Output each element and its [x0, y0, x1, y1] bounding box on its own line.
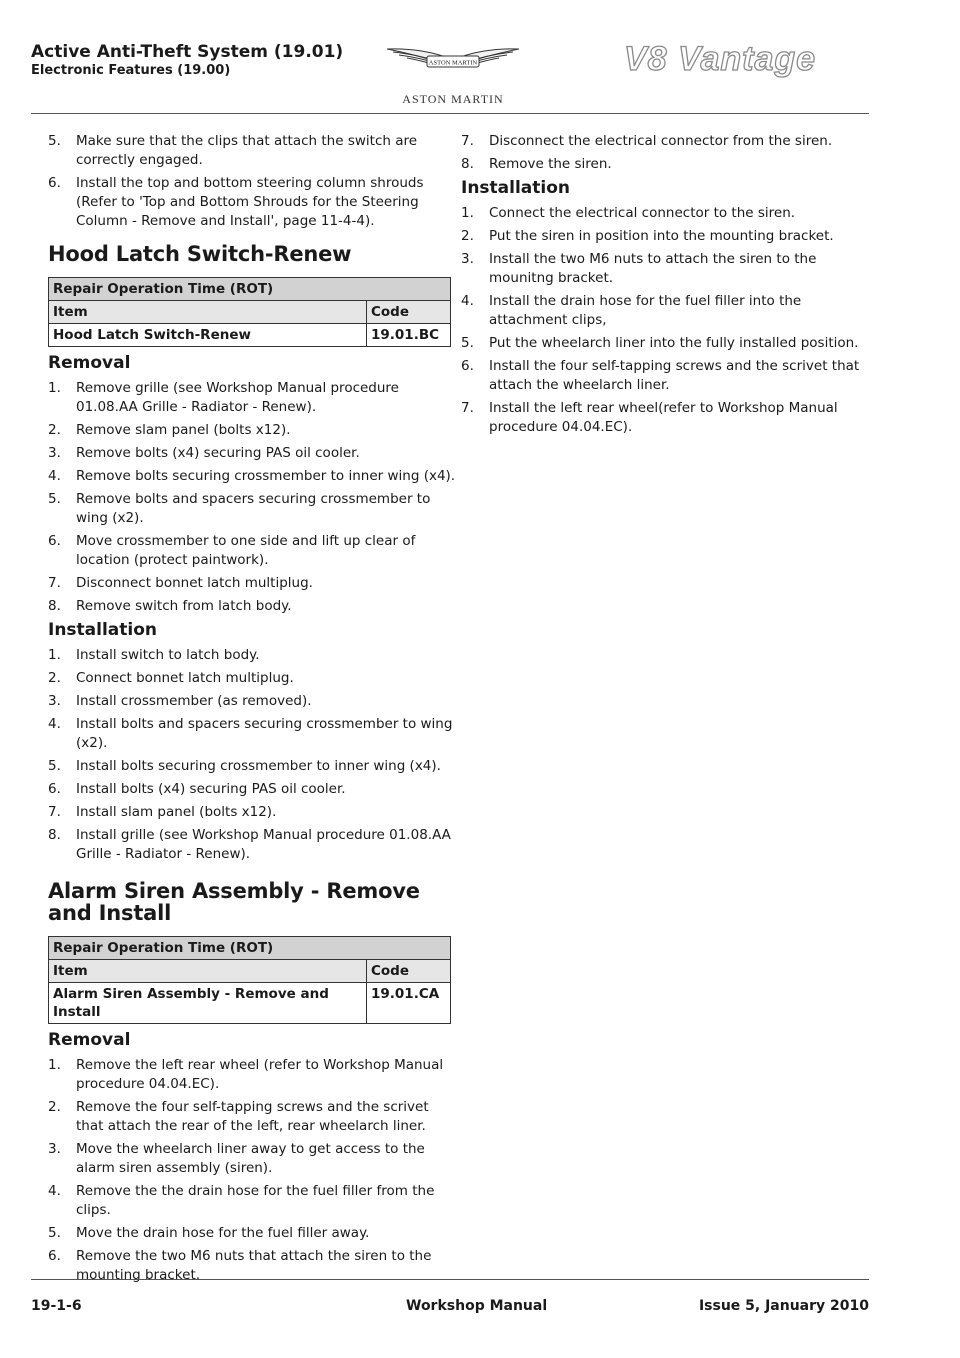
intro-steps	[48, 132, 458, 231]
hood-rot-table	[48, 277, 451, 347]
hood-removal-heading: Removal	[48, 353, 131, 373]
aston-martin-wings-logo	[383, 40, 523, 80]
header-divider	[31, 113, 869, 114]
list-item: 8. Remove the siren.	[461, 156, 612, 172]
list-item: 1. Remove the left rear wheel (refer to Workshop Manual procedure 04.04.EC).	[48, 1057, 444, 1092]
chapter-subtitle: Electronic Features (19.00)	[31, 63, 231, 78]
list-item: 1. Remove grille (see Workshop Manual procedure 01.08.AA Grille - Radiator - Renew).	[48, 380, 399, 415]
list-item: 4. Remove bolts securing crossmember to inner wing (x4).	[48, 468, 456, 484]
list-item: 6. Install bolts (x4) securing PAS oil cooler.	[48, 781, 346, 797]
rot-header: Repair Operation Time (ROT)	[49, 937, 451, 960]
issue-date: Issue 5, January 2010	[698, 1298, 869, 1314]
footer-divider	[31, 1279, 869, 1280]
list-item: 2. Remove slam panel (bolts x12).	[48, 422, 291, 438]
list-item: 4. Remove the the drain hose for the fuel filler from the clips.	[48, 1183, 435, 1218]
list-item: 3. Install the two M6 nuts to attach the siren to the mounitng bracket.	[461, 251, 817, 286]
hood-removal-steps	[48, 379, 458, 616]
list-item: 2. Put the siren in position into the mounting bracket.	[461, 228, 834, 244]
right-column	[461, 132, 873, 441]
manual-name: Workshop Manual	[406, 1298, 548, 1314]
list-item: 4. Install the drain hose for the fuel filler into the attachment clips,	[461, 293, 802, 328]
siren-rot-table	[48, 936, 451, 1024]
siren-removal-heading: Removal	[48, 1030, 131, 1050]
list-item: 8. Install grille (see Workshop Manual procedure 01.08.AA Grille - Radiator - Renew).	[48, 827, 451, 862]
col-item: Item	[49, 301, 367, 324]
list-item: 8. Remove switch from latch body.	[48, 598, 292, 614]
rot-code: 19.01.CA	[367, 983, 451, 1024]
list-item: 6. Install the four self-tapping screws and the scrivet that attach the wheelarch liner.	[461, 358, 860, 393]
list-item: 7. Disconnect the electrical connector from the siren.	[461, 133, 833, 149]
list-item: 6. Remove the two M6 nuts that attach the siren to the mounting bracket.	[48, 1248, 432, 1283]
rot-code: 19.01.BC	[367, 324, 451, 347]
col-item: Item	[49, 960, 367, 983]
siren-installation-steps	[461, 204, 873, 437]
col-code: Code	[367, 301, 451, 324]
list-item: 1. Install switch to latch body.	[48, 647, 260, 663]
list-item: 5. Put the wheelarch liner into the fully installed position.	[461, 335, 859, 351]
rot-header: Repair Operation Time (ROT)	[49, 278, 451, 301]
list-item: 5. Move the drain hose for the fuel filler away.	[48, 1225, 370, 1241]
list-item: 3. Move the wheelarch liner away to get access to the alarm siren assembly (siren).	[48, 1141, 425, 1176]
rot-item: Hood Latch Switch-Renew	[49, 324, 367, 347]
brand-name: ASTON MARTIN	[402, 92, 504, 106]
list-item: 7. Install slam panel (bolts x12).	[48, 804, 277, 820]
list-item: 2. Remove the four self-tapping screws and the scrivet that attach the rear of the left, rear wheelarch liner.	[48, 1099, 429, 1134]
list-item: 5. Remove bolts and spacers securing crossmember to wing (x2).	[48, 491, 431, 526]
hood-installation-steps	[48, 646, 458, 864]
siren-removal-steps	[48, 1056, 458, 1285]
list-item: 7. Install the left rear wheel(refer to Workshop Manual procedure 04.04.EC).	[461, 400, 838, 435]
left-column	[48, 132, 458, 1289]
list-item: 5. Install bolts securing crossmember to inner wing (x4).	[48, 758, 441, 774]
list-item: 6. Move crossmember to one side and lift up clear of location (protect paintwork).	[48, 533, 416, 568]
siren-installation-heading: Installation	[461, 178, 571, 198]
section-title: Active Anti-Theft System (19.01)	[31, 42, 344, 62]
page-number: 19-1-6	[31, 1298, 82, 1314]
list-item: 6. Install the top and bottom steering column shrouds (Refer to 'Top and Bottom Shrouds for the Steering Column - Remove and Install', page 11-4-4).	[48, 175, 424, 229]
rot-item: Alarm Siren Assembly - Remove and Install	[49, 983, 367, 1024]
logo-lettering: ASTON MARTIN	[428, 59, 478, 67]
list-item: 1. Connect the electrical connector to the siren.	[461, 205, 796, 221]
model-name: V8 Vantage	[624, 40, 817, 78]
list-item: 3. Install crossmember (as removed).	[48, 693, 312, 709]
list-item: 4. Install bolts and spacers securing crossmember to wing (x2).	[48, 716, 453, 751]
alarm-siren-heading: Alarm Siren Assembly - Remove and Install	[48, 879, 420, 925]
hood-latch-heading: Hood Latch Switch-Renew	[48, 242, 352, 266]
list-item: 2. Connect bonnet latch multiplug.	[48, 670, 294, 686]
list-item: 3. Remove bolts (x4) securing PAS oil cooler.	[48, 445, 360, 461]
col-code: Code	[367, 960, 451, 983]
list-item: 5. Make sure that the clips that attach the switch are correctly engaged.	[48, 133, 418, 168]
list-item: 7. Disconnect bonnet latch multiplug.	[48, 575, 313, 591]
hood-installation-heading: Installation	[48, 620, 158, 640]
siren-removal-steps-cont	[461, 132, 873, 174]
